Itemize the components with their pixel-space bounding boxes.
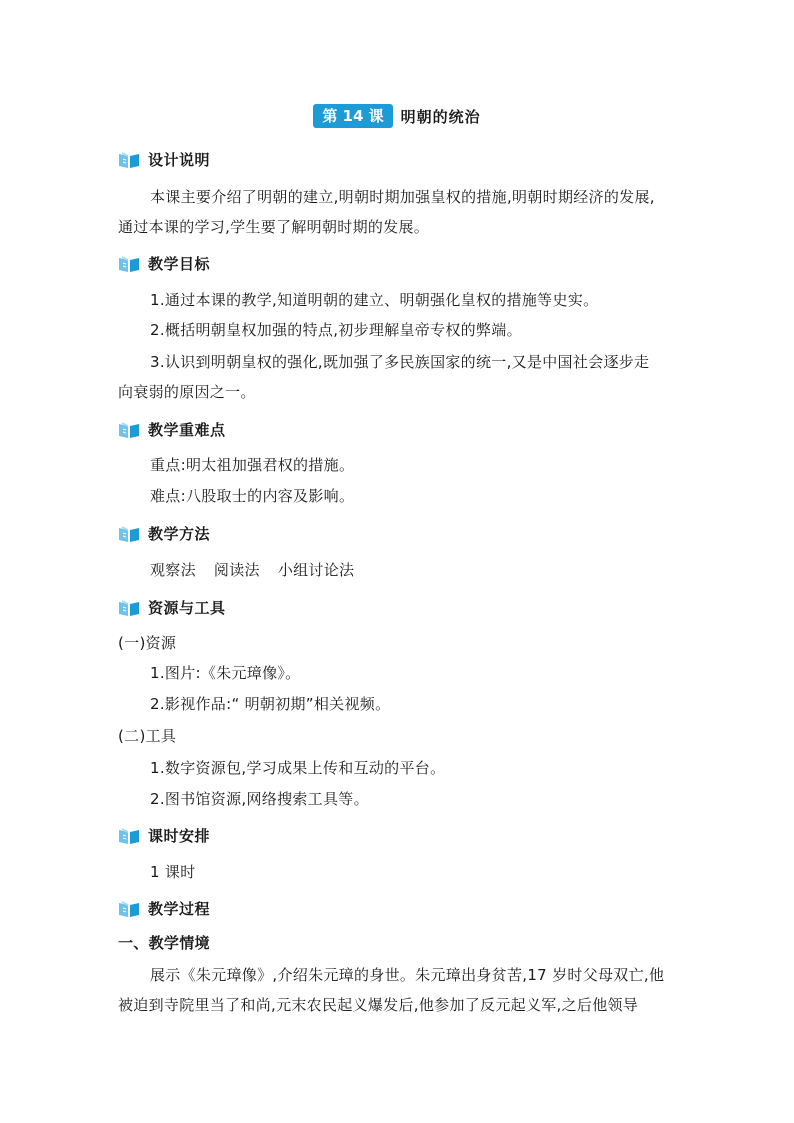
subheading: 一、教学情境 — [118, 934, 210, 952]
paragraph-line: 本课主要介绍了明朝的建立,明朝时期加强皇权的措施,明朝时期经济的发展, — [150, 188, 655, 206]
method-item: 阅读法 — [213, 561, 260, 579]
paragraph-line: 1.通过本课的教学,知道明朝的建立、明朝强化皇权的措施等史实。 — [150, 291, 599, 309]
section-title: 教学目标 — [148, 255, 211, 273]
section-schedule — [118, 825, 210, 846]
lesson-title — [0, 104, 794, 128]
paragraph-line: 1 课时 — [150, 863, 196, 881]
method-item: 小组讨论法 — [277, 561, 355, 579]
section-title: 资源与工具 — [148, 599, 226, 617]
paragraph-line: 被迫到寺院里当了和尚,元末农民起义爆发后,他参加了反元起义军,之后他领导 — [118, 996, 639, 1014]
book-icon — [118, 421, 140, 439]
paragraph-line: 3.认识到明朝皇权的强化,既加强了多民族国家的统一,又是中国社会逐步走 — [150, 353, 650, 371]
subheading: (一)资源 — [118, 634, 177, 652]
lesson-name: 明朝的统治 — [400, 107, 481, 126]
lesson-badge: 第 14 课 — [313, 104, 392, 128]
book-icon — [118, 827, 140, 845]
book-icon — [118, 900, 140, 918]
section-title: 教学方法 — [148, 525, 211, 543]
book-icon — [118, 151, 140, 169]
section-process — [118, 898, 210, 919]
paragraph-line: 重点:明太祖加强君权的措施。 — [150, 456, 355, 474]
section-methods — [118, 523, 210, 544]
paragraph-line: 2.概括明朝皇权加强的特点,初步理解皇帝专权的弊端。 — [150, 321, 522, 339]
section-resources — [118, 597, 226, 618]
book-icon — [118, 599, 140, 617]
section-design — [118, 149, 210, 170]
paragraph-line: 通过本课的学习,学生要了解明朝时期的发展。 — [118, 218, 430, 236]
section-title: 课时安排 — [148, 827, 211, 845]
paragraph-line: 向衰弱的原因之一。 — [118, 383, 256, 401]
paragraph-line: 1.数字资源包,学习成果上传和互动的平台。 — [150, 759, 446, 777]
section-keypoints — [118, 419, 226, 440]
section-title: 设计说明 — [148, 151, 211, 169]
book-icon — [118, 525, 140, 543]
methods-list — [150, 560, 354, 580]
section-goals — [118, 253, 210, 274]
paragraph-line: 难点:八股取士的内容及影响。 — [150, 487, 355, 505]
paragraph-line: 2.影视作品:“ 明朝初期”相关视频。 — [150, 695, 391, 713]
section-title: 教学过程 — [148, 900, 211, 918]
book-icon — [118, 255, 140, 273]
section-title: 教学重难点 — [148, 421, 226, 439]
subheading: (二)工具 — [118, 727, 177, 745]
paragraph-line: 2.图书馆资源,网络搜索工具等。 — [150, 790, 369, 808]
paragraph-line: 展示《朱元璋像》,介绍朱元璋的身世。朱元璋出身贫苦,17 岁时父母双亡,他 — [150, 966, 665, 984]
paragraph-line: 1.图片:《朱元璋像》。 — [150, 664, 301, 682]
method-item: 观察法 — [150, 561, 196, 579]
